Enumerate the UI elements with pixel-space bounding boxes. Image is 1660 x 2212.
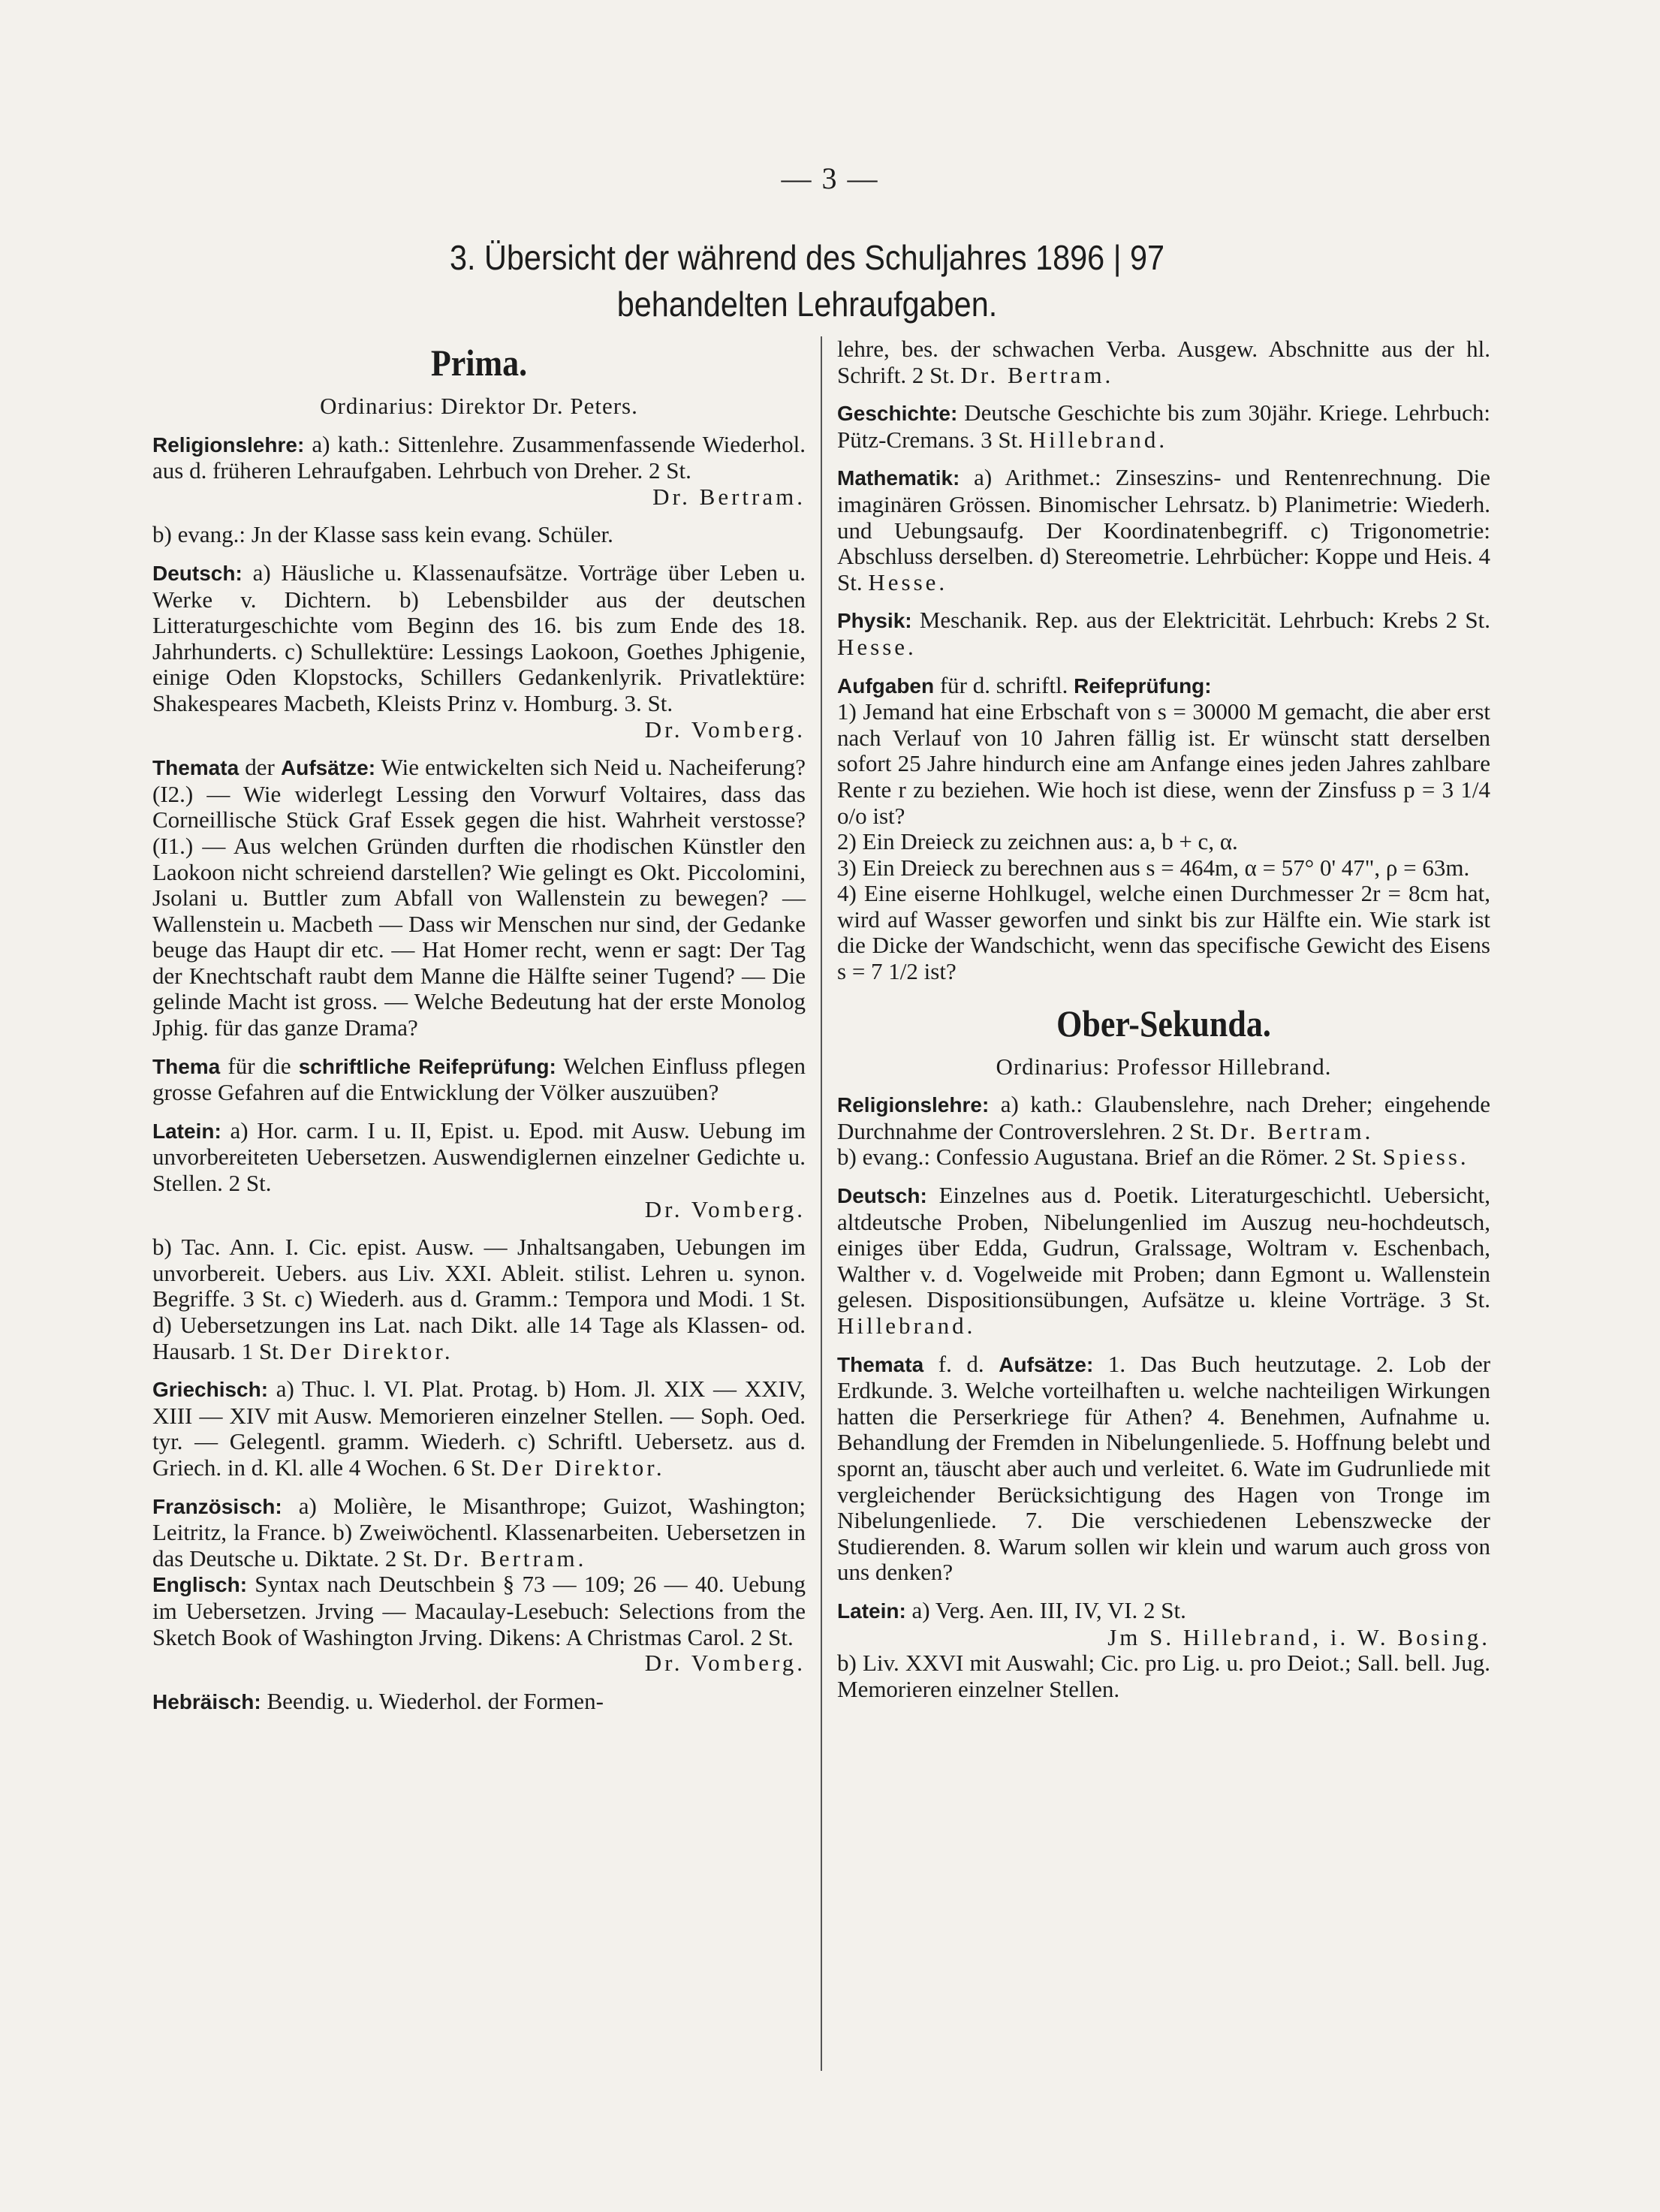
aufgaben-label: Aufgaben bbox=[837, 674, 935, 698]
religion-label: Religionslehre: bbox=[152, 432, 305, 457]
prima-griechisch bbox=[152, 1376, 806, 1481]
franzoesisch-teacher: Dr. Bertram. bbox=[433, 1544, 587, 1572]
prima-hebraeisch bbox=[152, 1689, 806, 1716]
griechisch-teacher: Der Direktor. bbox=[502, 1454, 665, 1481]
ober-sekunda-ordinarius: Ordinarius: Professor Hillebrand. bbox=[996, 1053, 1332, 1080]
aufgabe-2: 2) Ein Dreieck zu zeichnen aus: a, b + c, α. bbox=[837, 828, 1238, 855]
os-themata-label-2: Aufsätze: bbox=[999, 1352, 1094, 1376]
deutsch-text: a) Häusliche u. Klassenaufsätze. Vorträge über Leben u. Werke v. Dichtern. b) Lebensbilder aus der deutschen Litteraturgeschichte vom Beginn des 16. bis zum Ende des 18. Jahrhunderts. c) Schullektüre: Lessings Laokoon, Goethes Jphigenie, einige Oden Klopstocks, Schillers Gedankenlyrik. Privatlektüre: Shakespeares Macbeth, Kleists Prinz v. Homburg. 3. St. bbox=[152, 559, 806, 716]
geschichte bbox=[837, 400, 1490, 453]
thema-text: Welchen Einfluss pflegen grosse Gefahren auf die Entwicklung der Völker auszuüben? bbox=[152, 1052, 806, 1106]
deutsch-label: Deutsch: bbox=[152, 561, 243, 585]
ober-sekunda-heading: Ober-Sekunda. bbox=[1056, 1002, 1271, 1044]
os-religion-b-teacher: Spiess. bbox=[1382, 1144, 1469, 1171]
aufgaben-label-2: Reifeprüfung: bbox=[1074, 674, 1212, 698]
themata-mid: der bbox=[245, 754, 275, 781]
os-latein-label: Latein: bbox=[837, 1599, 906, 1623]
os-themata-text: 1. Das Buch heutzutage. 2. Lob der Erdkunde. 3. Welche vorteilhaften u. welche nachteiligen Wirkungen hatten die Perserkriege für Athen? 4. Benehmen, Aufnahme u. Behandlung der Fremden in Nibelungenliede. 5. Hoffnung belebt und spornt an, täuscht aber auch und verleitet. 6. Wate im Gudrunliede mit vergleichender Berücksichtigung des Hagen von Tronge im Nibelungenliede. 7. Die verschiedenen Lebenszwecke der Studierenden. 8. Warum sollen wir klein und warum auch gross von uns denken? bbox=[837, 1350, 1491, 1586]
latein-b-text: b) Tac. Ann. I. Cic. epist. Ausw. — Jnhaltsangaben, Uebungen im unvorbereit. Uebers. aus Liv. XXI. Ableit. stilist. Lehren u. synon. Begriffe. 3 St. c) Wiederh. aus d. Gramm.: Tempora und Modi. 1 St. d) Uebersetzungen ins Lat. nach Dikt. alle 14 Tage als Klassen- od. Hausarb. 1 St. bbox=[152, 1234, 806, 1364]
geschichte-teacher: Hillebrand. bbox=[1029, 426, 1168, 453]
latein-label: Latein: bbox=[152, 1119, 221, 1143]
thema-label: Thema bbox=[152, 1054, 221, 1078]
franzoesisch-label: Französisch: bbox=[152, 1494, 282, 1518]
griechisch-label: Griechisch: bbox=[152, 1378, 269, 1402]
os-religion-b bbox=[837, 1144, 1490, 1171]
englisch-text: Syntax nach Deutschbein § 73 — 109; 26 — 40. Uebung im Uebersetzen. Jrving — Macaulay-Lesebuch: Selections from the Sketch Book of Washington Jrving. Dikens: A Christmas Carol. 2 St. bbox=[152, 1571, 806, 1650]
os-latein-a-text: a) Verg. Aen. III, IV, VI. 2 St. bbox=[911, 1596, 1186, 1623]
prima-religion-a bbox=[152, 432, 806, 511]
franzoesisch-text: a) Molière, le Misanthrope; Guizot, Washington; Leitritz, la France. b) Zweiwöchentl. Klassenarbeiten. Uebersetzen in das Deutsche u. Diktate. 2 St. bbox=[152, 1492, 806, 1572]
prima-themata bbox=[152, 755, 806, 1041]
os-latein-b: b) Liv. XXVI mit Auswahl; Cic. pro Lig. u. pro Deiot.; Sall. bell. Jug. Memorieren einzelner Stellen. bbox=[837, 1650, 1490, 1702]
os-deutsch-label: Deutsch: bbox=[837, 1184, 927, 1208]
aufgabe-3: 3) Ein Dreieck zu berechnen aus s = 464m, α = 57° 0' 47", ρ = 63m. bbox=[837, 854, 1470, 881]
page-number: — 3 — bbox=[781, 161, 879, 195]
prima-heading: Prima. bbox=[430, 342, 528, 384]
prima-deutsch bbox=[152, 560, 806, 743]
page-title bbox=[284, 234, 1331, 327]
os-religion-a-text: a) kath.: Glaubenslehre, nach Dreher; eingehende Durchnahme der Controverslehren. 2 St. bbox=[837, 1091, 1490, 1144]
os-themata-mid: f. d. bbox=[938, 1350, 984, 1377]
title-line-1: 3. Übersicht der während des Schuljahres 1896 | 97 bbox=[449, 238, 1165, 277]
os-deutsch-text: Einzelnes aus d. Poetik. Literaturgeschichtl. Uebersicht, altdeutsche Proben, Nibelungenlied im Auszug neu-hochdeutsch, einiges über Edda, Gudrun, Gralssage, Woltram v. Eschenbach, Walther v. d. Vogelweide mit Proben; dann Egmont u. Wallenstein gelesen. Dispositionsübungen, Aufsätze u. kleine Vorträge. 3 St. bbox=[837, 1182, 1491, 1313]
title-line-2: behandelten Lehraufgaben. bbox=[616, 285, 998, 324]
latein-b-teacher: Der Direktor. bbox=[290, 1337, 453, 1364]
mathematik-label: Mathematik: bbox=[837, 466, 960, 490]
thema-label-2: schriftliche Reifeprüfung: bbox=[298, 1054, 556, 1078]
os-religion-a bbox=[837, 1092, 1490, 1144]
os-themata bbox=[837, 1352, 1490, 1586]
themata-label-2: Aufsätze: bbox=[281, 756, 376, 780]
hebraeisch-teacher: Dr. Bertram. bbox=[960, 361, 1114, 388]
physik-text: Meschanik. Rep. aus der Elektricität. Lehrbuch: Krebs 2 St. bbox=[919, 607, 1491, 634]
themata-label: Themata bbox=[152, 756, 240, 780]
religion-a-teacher: Dr. Bertram. bbox=[652, 483, 806, 510]
physik-teacher: Hesse. bbox=[837, 633, 917, 660]
hebraeisch-text: Beendig. u. Wiederhol. der Formen- bbox=[267, 1687, 604, 1714]
deutsch-teacher: Dr. Vomberg. bbox=[644, 716, 806, 743]
prima-ordinarius: Ordinarius: Direktor Dr. Peters. bbox=[320, 393, 638, 419]
os-themata-label: Themata bbox=[837, 1352, 924, 1376]
physik-label: Physik: bbox=[837, 609, 912, 633]
hebraeisch-cont-text: lehre, bes. der schwachen Verba. Ausgew. Abschnitte aus der hl. Schrift. 2 St. bbox=[837, 336, 1490, 388]
latein-a-teacher: Dr. Vomberg. bbox=[644, 1195, 806, 1222]
os-religion-a-teacher: Dr. Bertram. bbox=[1220, 1117, 1374, 1144]
os-deutsch bbox=[837, 1183, 1490, 1340]
prima-englisch bbox=[152, 1572, 806, 1676]
os-latein-a bbox=[837, 1598, 1490, 1650]
prima-latein-a bbox=[152, 1118, 806, 1222]
prima-religion-b: b) evang.: Jn der Klasse sass kein evang. Schüler. bbox=[152, 521, 613, 548]
right-column bbox=[837, 336, 1490, 1702]
mathematik-teacher: Hesse. bbox=[868, 568, 948, 595]
prima-franzoesisch bbox=[152, 1493, 806, 1572]
englisch-label: Englisch: bbox=[152, 1573, 248, 1597]
mathematik bbox=[837, 465, 1490, 595]
os-latein-a-teacher: Jm S. Hillebrand, i. W. Bosing. bbox=[1107, 1623, 1490, 1650]
themata-text: Wie entwickelten sich Neid u. Nacheiferung? (I2.) — Wie widerlegt Lessing den Vorwurf Voltaires, dass das Corneillische Stück Graf Essek gegen die hist. Wahrheit verstosse? (I1.) — Aus welchen Gründen durften die rhodischen Künstler den Laokoon nicht schreiend darstellen? Wie gelingt es Okt. Piccolomini, Jsolani u. Buttler zum Abfall von Wallenstein zu bewegen? — Wallenstein u. Macbeth — Dass wir Menschen nur sind, der Gedanke beuge das Haupt dir etc. — Hat Homer recht, wenn er sagt: Der Tag der Knechtschaft raubt dem Manne die Hälfte seiner Tugend? — Die gelinde Macht ist gross. — Welche Bedeutung hat der erste Monolog Jphig. für das ganze Drama? bbox=[152, 754, 806, 1041]
physik bbox=[837, 607, 1490, 660]
mathematik-text: a) Arithmet.: Zinseszins- und Rentenrechnung. Die imaginären Grössen. Binomischer Lehrsatz. b) Planimetrie: Wiederh. und Uebungsaufg. Der Koordinatenbegriff. c) Trigonometrie: Abschluss derselben. d) Stereometrie. Lehrbücher: Koppe und Heis. 4 St. bbox=[837, 464, 1491, 595]
column-divider bbox=[821, 336, 822, 2071]
englisch-teacher: Dr. Vomberg. bbox=[644, 1650, 806, 1677]
prima-thema bbox=[152, 1053, 806, 1106]
religion-a-text: a) kath.: Sittenlehre. Zusammenfassende Wiederhol. aus d. früheren Lehraufgaben. Lehrbuch von Dreher. 2 St. bbox=[152, 430, 806, 484]
aufgaben-mid: für d. schriftl. bbox=[939, 671, 1068, 698]
prima-latein-b bbox=[152, 1234, 806, 1364]
geschichte-text: Deutsche Geschichte bis zum 30jähr. Kriege. Lehrbuch: Pütz-Cremans. 3 St. bbox=[837, 399, 1491, 453]
latein-a-text: a) Hor. carm. I u. II, Epist. u. Epod. mit Ausw. Uebung im unvorbereiteten Uebersetzen. Auswendiglernen einzelner Gedichte u. Stellen. 2 St. bbox=[152, 1117, 806, 1197]
os-religion-b-text: b) evang.: Confessio Augustana. Brief an die Römer. 2 St. bbox=[837, 1144, 1377, 1171]
os-deutsch-teacher: Hillebrand. bbox=[837, 1312, 976, 1339]
aufgabe-4: 4) Eine eiserne Hohlkugel, welche einen Durchmesser 2r = 8cm hat, wird auf Wasser geworfen und sinkt bis zur Hälfte ein. Wie stark ist die Dicke der Wandschicht, wenn das specifische Gewicht des Eisens s = 7 1/2 ist? bbox=[837, 880, 1490, 985]
hebraeisch-label: Hebräisch: bbox=[152, 1689, 261, 1713]
thema-mid: für die bbox=[227, 1052, 291, 1079]
geschichte-label: Geschichte: bbox=[837, 402, 958, 426]
hebraeisch-continued bbox=[837, 336, 1490, 388]
griechisch-text: a) Thuc. l. VI. Plat. Protag. b) Hom. Jl. XIX — XXIV, XIII — XIV mit Ausw. Memorieren einzelner Stellen. — Soph. Oed. tyr. — Gelegentl. gramm. Wiederh. c) Schriftl. Uebersetz. aus d. Griech. in d. Kl. alle 4 Wochen. 6 St. bbox=[152, 1376, 806, 1481]
left-column bbox=[152, 336, 806, 1715]
os-religion-label: Religionslehre: bbox=[837, 1093, 990, 1117]
aufgaben-heading bbox=[837, 673, 1490, 700]
aufgabe-1: 1) Jemand hat eine Erbschaft von s = 30000 M gemacht, die aber erst nach Verlauf von 10 Jahren fällig ist. Er wünscht statt derselben sofort 25 Jahre hindurch eine am Anfange eines jeden Jahres zahlbare Rente r zu beziehen. Wie hoch ist diese, wenn der Zinsfuss p = 3 1/4 o/o ist? bbox=[837, 698, 1490, 829]
